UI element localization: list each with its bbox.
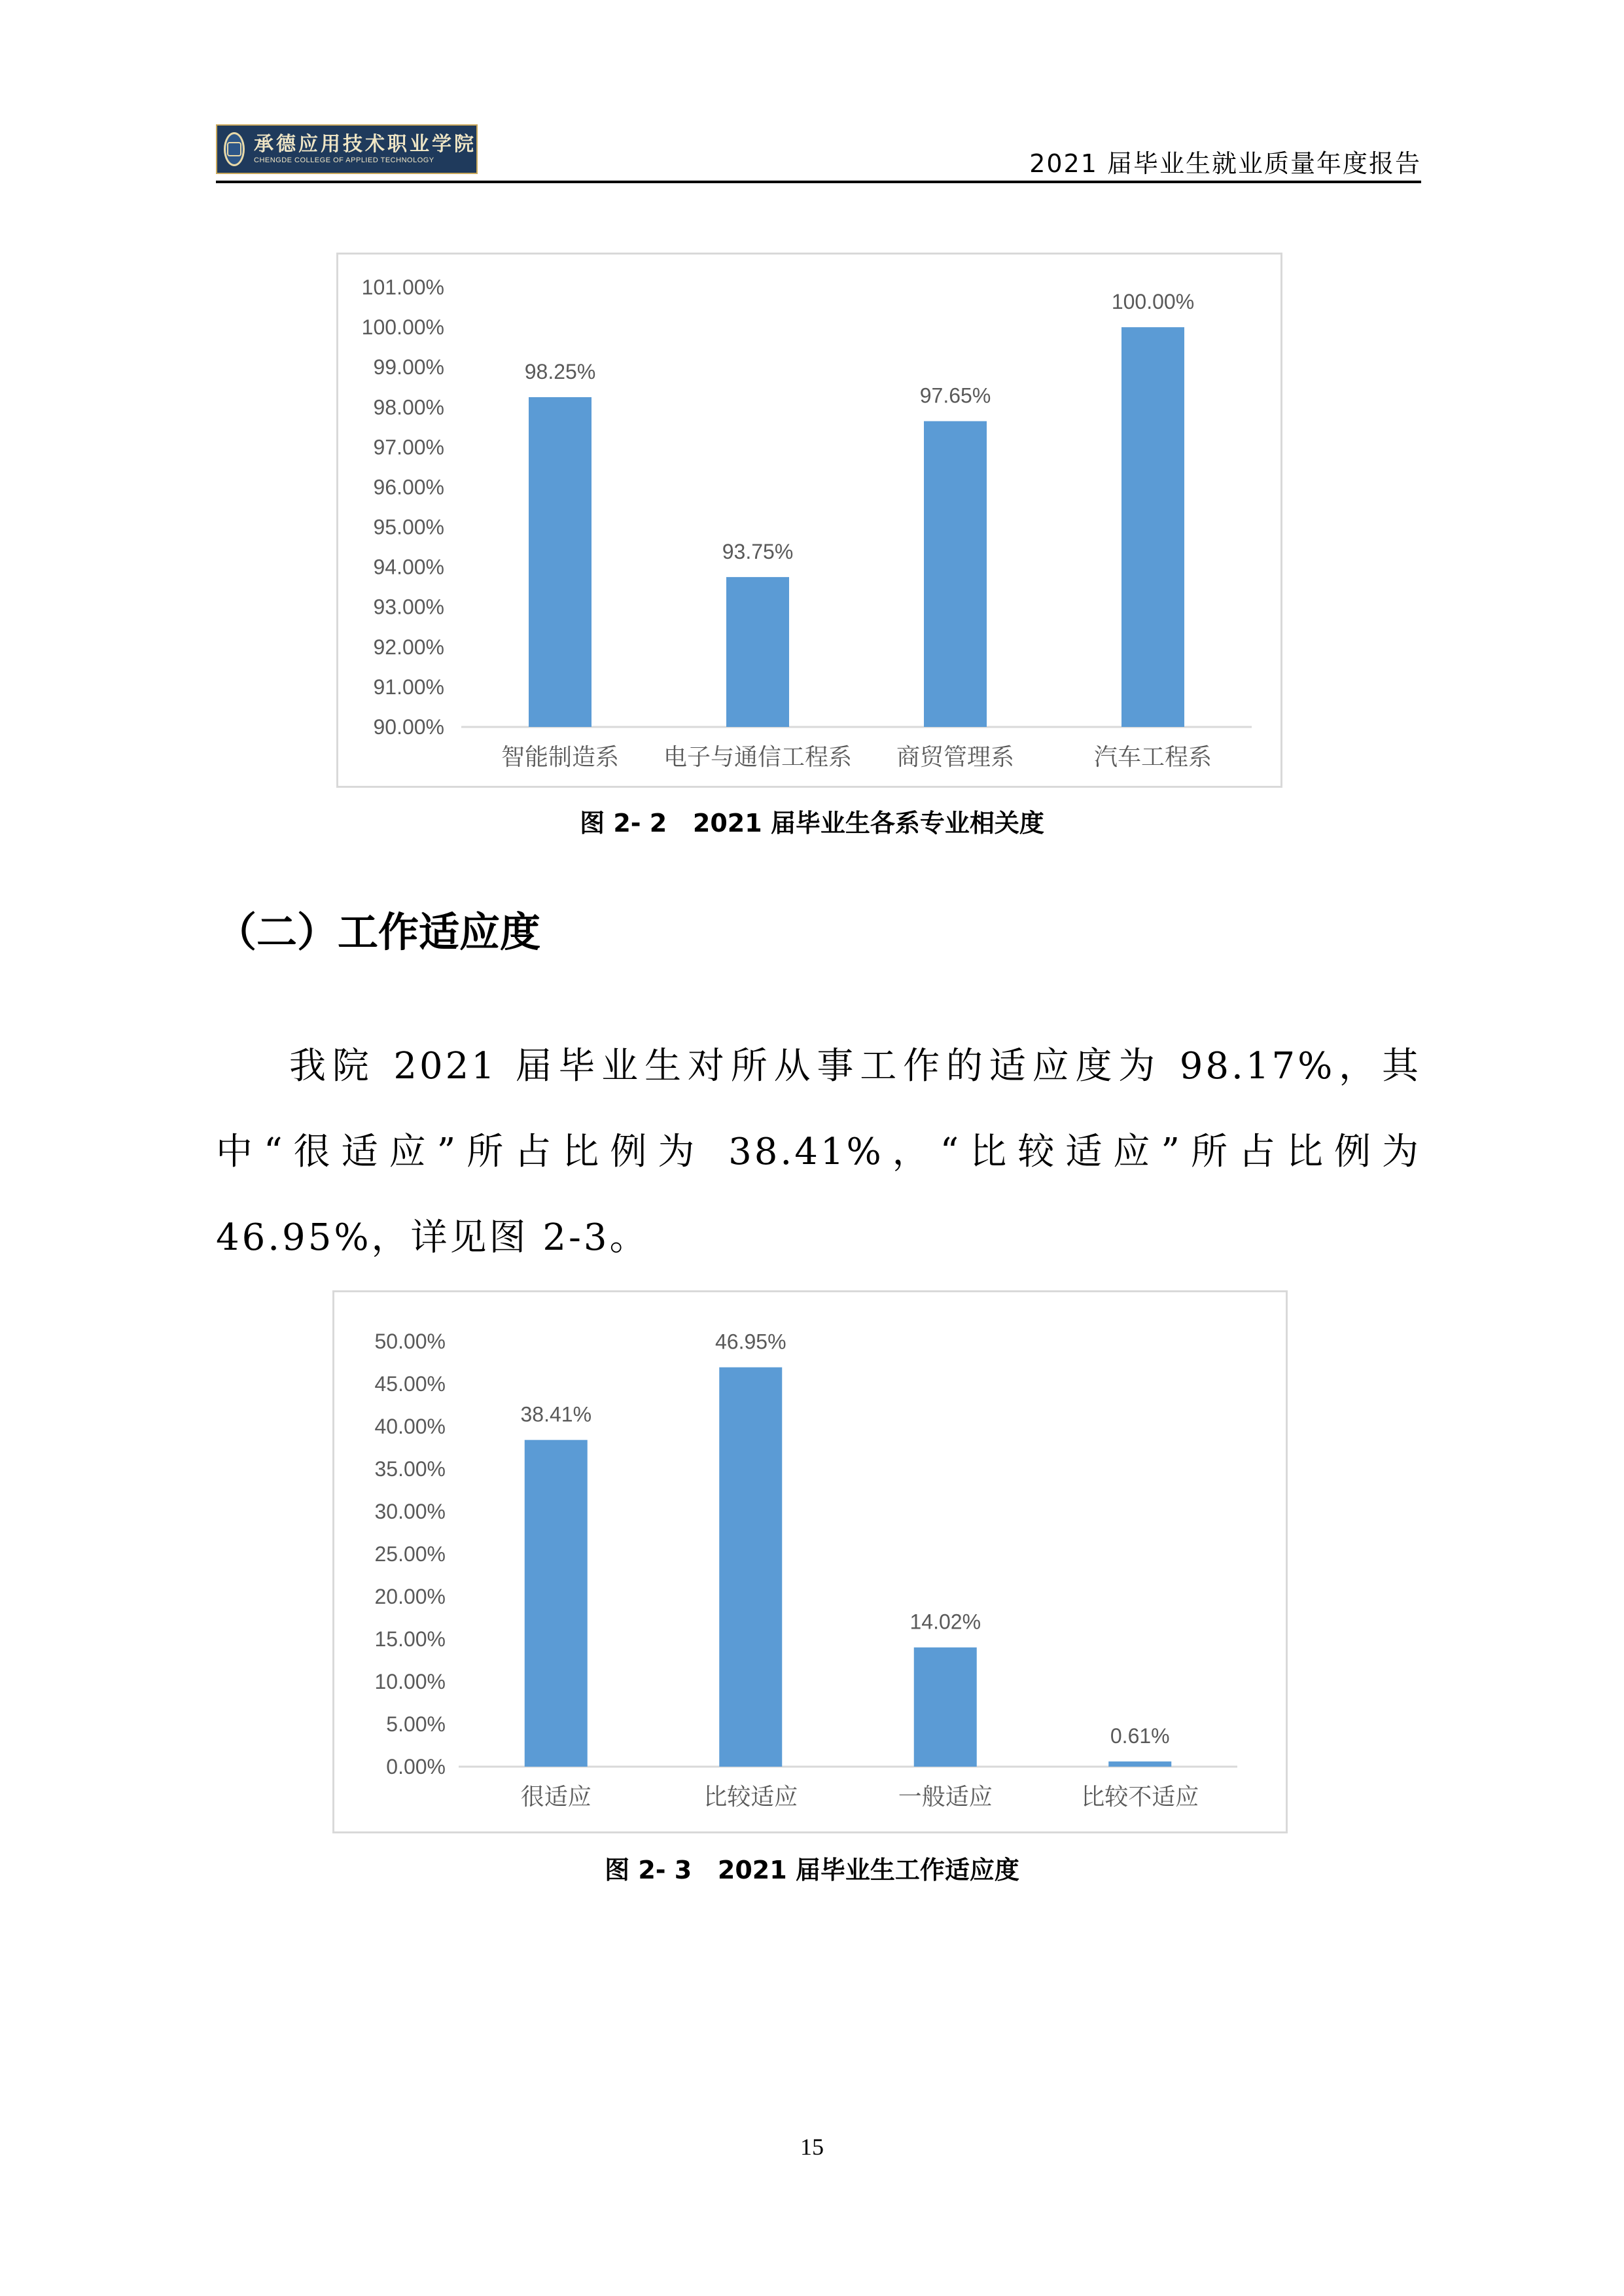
data-label: 98.25% [524,360,596,383]
y-tick-label: 90.00% [373,715,444,739]
y-tick-label: 95.00% [373,515,444,539]
bar [719,1368,782,1767]
data-label: 46.95% [715,1330,786,1354]
bar [529,397,591,727]
x-category-label: 一般适应 [898,1784,993,1810]
y-tick-label: 98.00% [373,395,444,419]
bar [914,1648,977,1767]
y-tick-label: 99.00% [373,355,444,380]
data-label: 100.00% [1111,290,1195,314]
x-category-label: 电子与通信工程系 [663,744,853,771]
y-tick-label: 101.00% [361,275,444,299]
figure-caption-2-2: 图 2- 2 2021 届毕业生各系专业相关度 [580,809,1044,838]
x-category-label: 智能制造系 [501,744,620,771]
y-tick-label: 50.00% [374,1330,446,1353]
data-label: 14.02% [909,1610,981,1634]
y-tick-label: 5.00% [386,1712,446,1736]
section-heading: （二）工作适应度 [216,908,541,956]
bar [1121,327,1184,727]
page-header [216,124,1421,185]
y-tick-label: 10.00% [374,1670,446,1693]
y-tick-label: 15.00% [374,1627,446,1651]
chart-major-relevance [336,253,1282,788]
body-paragraph [216,1023,1421,1280]
data-label: 97.65% [919,383,991,408]
x-category-label: 比较适应 [703,1784,798,1810]
logo-chinese-name: 承德应用技术职业学院 [254,133,476,156]
x-category-label: 商贸管理系 [896,744,1015,771]
y-tick-label: 96.00% [373,475,444,499]
data-label: 38.41% [520,1402,592,1426]
y-tick-label: 92.00% [373,635,444,659]
college-logo [216,124,478,174]
y-tick-label: 97.00% [373,435,444,459]
header-divider [216,181,1421,183]
bar [525,1440,588,1767]
y-tick-label: 100.00% [361,315,444,340]
y-tick-label: 91.00% [373,675,444,699]
x-category-label: 很适应 [520,1784,591,1810]
chart-major-relevance-svg [338,255,1284,790]
chart-work-adaptability [332,1290,1288,1833]
y-tick-label: 30.00% [374,1500,446,1523]
x-category-label: 汽车工程系 [1093,744,1212,771]
y-tick-label: 93.00% [373,595,444,619]
logo-english-name: CHENGDE COLLEGE OF APPLIED TECHNOLOGY [254,156,434,164]
x-category-label: 比较不适应 [1081,1784,1199,1810]
running-title: 2021 届毕业生就业质量年度报告 [1029,149,1421,178]
college-emblem-icon [224,132,245,166]
data-label: 0.61% [1110,1724,1170,1748]
y-tick-label: 40.00% [374,1415,446,1438]
bar [726,577,789,727]
y-tick-label: 45.00% [374,1372,446,1396]
bar [1108,1761,1171,1767]
page-number: 15 [800,2134,824,2160]
figure-caption-2-3: 图 2- 3 2021 届毕业生工作适应度 [605,1856,1019,1884]
y-tick-label: 94.00% [373,555,444,579]
y-tick-label: 20.00% [374,1585,446,1608]
y-tick-label: 0.00% [386,1755,446,1778]
paragraph-text: 我院 2021 届毕业生对所从事工作的适应度为 98.17%，其中“很适应”所占比例为 38.41%，“比较适应”所占比例为 46.95%，详见图 2-3。 [216,1045,1421,1259]
y-tick-label: 25.00% [374,1542,446,1566]
data-label: 93.75% [722,539,794,563]
y-tick-label: 35.00% [374,1457,446,1481]
chart-work-adaptability-svg [334,1292,1290,1835]
bar [924,421,987,727]
